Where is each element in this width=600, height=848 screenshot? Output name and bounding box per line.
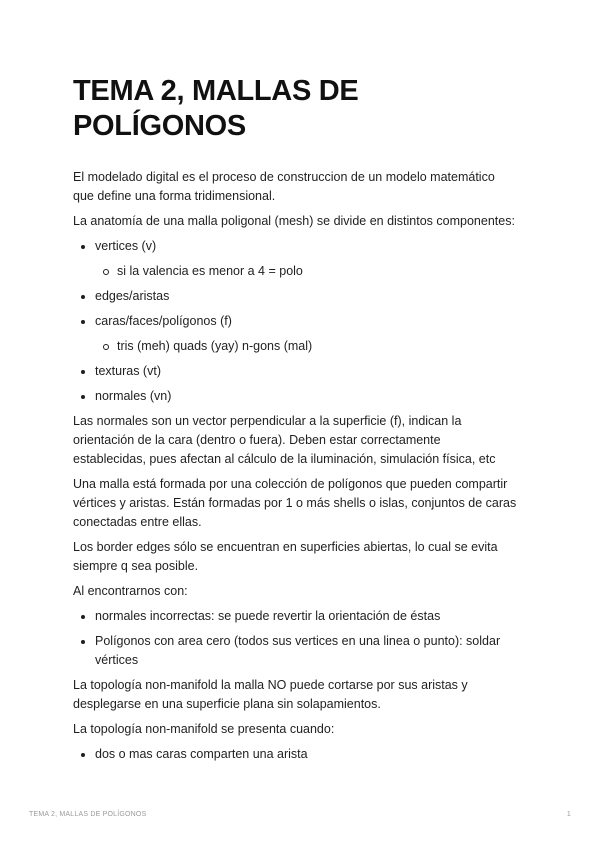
sublist-item-vertices-valence: si la valencia es menor a 4 = polo (73, 262, 535, 281)
intro-line-2: que define una forma tridimensional. (73, 189, 276, 203)
anatomy-intro-paragraph: La anatomía de una malla poligonal (mesh) se divide en distintos componentes: (73, 214, 515, 228)
page-content (73, 74, 535, 770)
zero-area-line-1: Polígonos con area cero (todos sus vertices en una linea o punto): soldar (95, 634, 501, 648)
mesh-line-1: Una malla está formada por una colección de polígonos que pueden compartir (73, 477, 508, 491)
list-item-zero-area-polygons (73, 632, 535, 670)
list-item-faces: caras/faces/polígonos (f) (73, 312, 535, 331)
topology-list (73, 745, 535, 764)
page-title-line-2: POLÍGONOS (73, 110, 246, 142)
zero-area-line-2: vértices (95, 653, 139, 667)
encounter-list (73, 607, 535, 670)
components-list (73, 237, 535, 406)
topology-line-2: desplegarse en una superficie plana sin solapamientos. (73, 697, 381, 711)
border-line-2: siempre q sea posible. (73, 559, 199, 573)
intro-line-1: El modelado digital es el proceso de construccion de un modelo matemático (73, 170, 495, 184)
list-item-edges: edges/aristas (73, 287, 535, 306)
encounter-intro-paragraph: Al encontrarnos con: (73, 584, 188, 598)
normals-line-1: Las normales son un vector perpendicular a la superficie (f), indican la (73, 414, 462, 428)
sublist-item-faces-types: tris (meh) quads (yay) n-gons (mal) (73, 337, 535, 356)
border-line-1: Los border edges sólo se encuentran en superficies abiertas, lo cual se evita (73, 540, 498, 554)
topology-intro-paragraph: La topología non-manifold se presenta cuando: (73, 722, 335, 736)
list-item-textures: texturas (vt) (73, 362, 535, 381)
topology-paragraph (73, 676, 535, 714)
normals-line-2: orientación de la cara (dentro o fuera). Deben estar correctamente (73, 433, 441, 447)
page-title-line-1: TEMA 2, MALLAS DE (73, 75, 359, 107)
footer-page-number: 1 (566, 811, 571, 818)
normals-paragraph (73, 412, 535, 469)
intro-paragraph (73, 168, 535, 206)
list-item-normals: normales (vn) (73, 387, 535, 406)
mesh-line-2: vértices y aristas. Están formadas por 1 o más shells o islas, conjuntos de caras (73, 496, 517, 510)
footer-title: TEMA 2, MALLAS DE POLÍGONOS (29, 811, 147, 818)
list-item-shared-edge: dos o mas caras comparten una arista (73, 745, 535, 764)
mesh-line-3: conectadas entre ellas. (73, 515, 202, 529)
list-item-incorrect-normals: normales incorrectas: se puede revertir la orientación de éstas (73, 607, 535, 626)
mesh-paragraph (73, 475, 535, 532)
page-title (73, 74, 535, 144)
border-edges-paragraph (73, 538, 535, 576)
list-item-vertices: vertices (v) (73, 237, 535, 256)
topology-line-1: La topología non-manifold la malla NO puede cortarse por sus aristas y (73, 678, 468, 692)
normals-line-3: establecidas, pues afectan al cálculo de la iluminación, simulación física, etc (73, 452, 496, 466)
